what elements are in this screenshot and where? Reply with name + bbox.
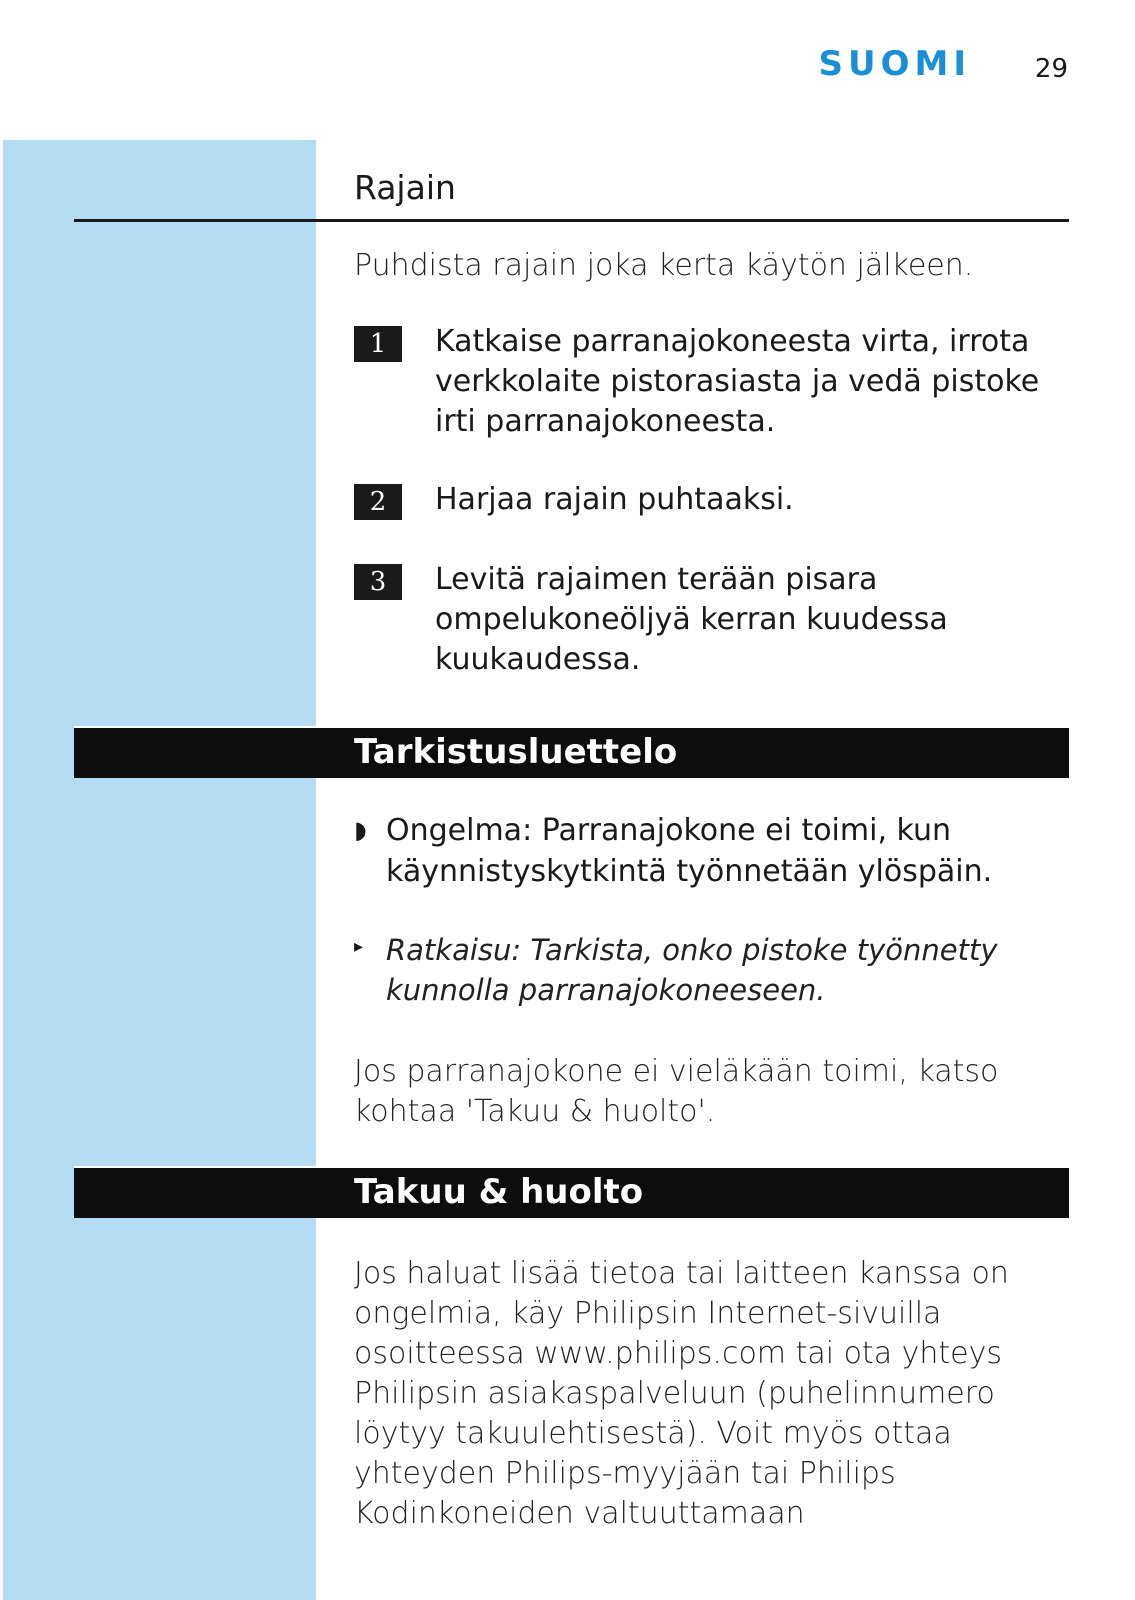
rajain-intro: Puhdista rajain joka kerta käytön jälkeen. [354,248,974,283]
step-text: Levitä rajaimen terään pisara ompelukoneöljyä kerran kuudessa kuukaudessa. [435,562,948,677]
problem-text: Ongelma: Parranajokone ei toimi, kun käynnistyskytkintä työnnetään ylöspäin. [386,813,993,889]
section-bar-tarkistus [74,726,1069,778]
tarkistus-note: Jos parranajokone ei vieläkään toimi, katso kohtaa 'Takuu & huolto'. [354,1054,999,1129]
section-bar-takuu [74,1166,1069,1218]
step-text: Harjaa rajain puhtaaksi. [435,482,794,517]
section-divider [74,219,1069,222]
solution-text: Ratkaisu: Tarkista, onko pistoke työnnetty kunnolla parranajokoneeseen. [386,933,998,1007]
step-text: Katkaise parranajokoneesta virta, irrota verkkolaite pistorasiasta ja vedä pistoke irti parranajokoneesta. [435,324,1040,439]
section-title-tarkistus: Tarkistusluettelo [354,732,678,772]
step-number: 3 [354,564,402,600]
page-number: 29 [1034,54,1068,84]
section-title-rajain: Rajain [354,168,456,207]
step-number: 2 [354,484,402,520]
section-title-takuu: Takuu & huolto [354,1172,644,1212]
takuu-text: Jos haluat lisää tietoa tai laitteen kanssa on ongelmia, käy Philipsin Internet-sivuilla osoitteessa www.philips.com tai ota yhteys Philipsin asiakaspalveluun (puhelinnumero löytyy takuulehtisestä). Voit myös ottaa yhteyden Philips-myyjään tai Philips Kodinkoneiden valtuuttamaan [354,1256,1009,1531]
problem-marker-icon: ◗ [354,816,367,844]
step-number: 1 [354,326,402,362]
language-label: SUOMI [818,44,971,84]
solution-arrow-icon: ▸ [354,936,364,957]
sidebar-band [3,140,316,1600]
